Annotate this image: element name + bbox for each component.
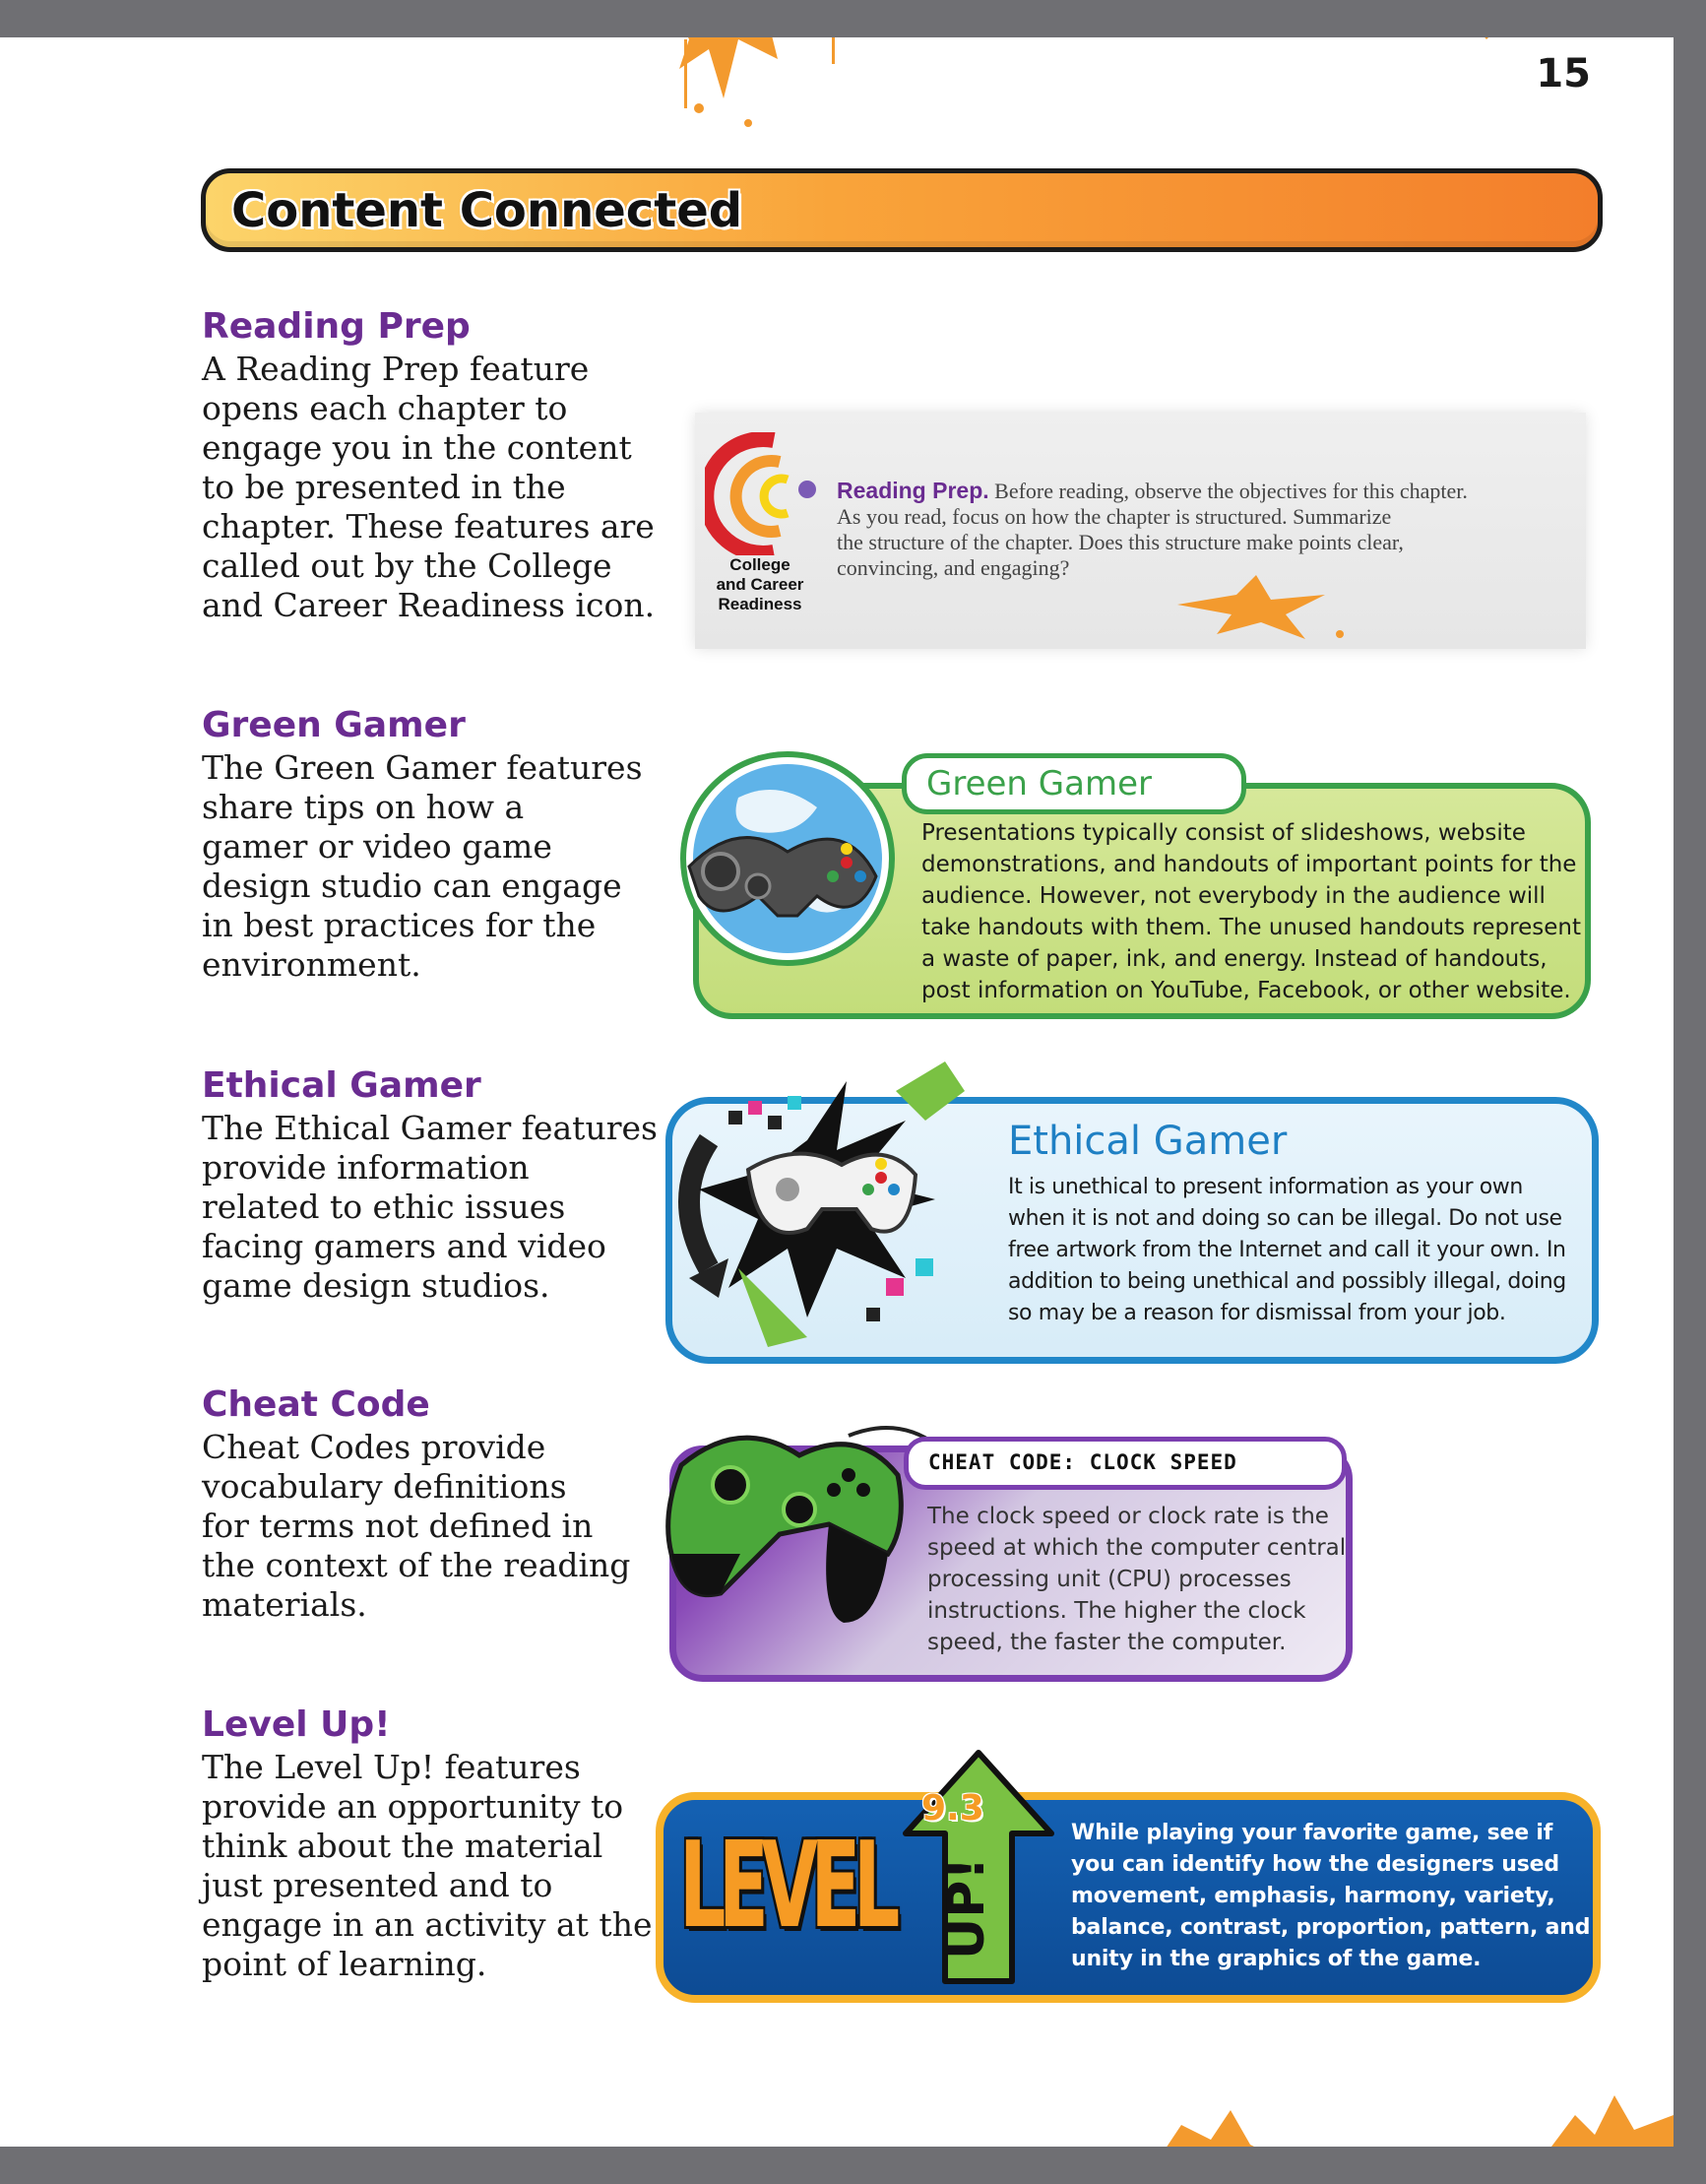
level-up-description: The Level Up! features provide an opportunity to think about the material just presented and to engage in an activity at the point of learning. [202, 1748, 653, 1983]
level-up-number: 9.3 [921, 1788, 984, 1829]
green-gamer-description: The Green Gamer features share tips on how a gamer or video game design studio can engage in best practices for the environment. [202, 748, 643, 984]
ethical-gamer-title: Ethical Gamer [202, 1065, 481, 1106]
cheat-code-title: Cheat Code [202, 1384, 430, 1425]
page [0, 37, 1674, 2147]
readiness-logo-label: College and Career Readiness [716, 555, 804, 613]
college-career-readiness-icon [705, 432, 823, 555]
green-gamer-title: Green Gamer [202, 705, 466, 745]
banner-title: Content Connected [231, 183, 743, 238]
page-number: 15 [1536, 51, 1591, 96]
cheat-code-sample-title: CHEAT CODE: CLOCK SPEED [928, 1450, 1237, 1474]
cheat-code-description: Cheat Codes provide vocabulary definitions for terms not defined in the context of the reading materials. [202, 1428, 631, 1624]
green-gamer-tab [902, 753, 1246, 814]
level-up-logo-up: UP! [937, 1856, 996, 1960]
paint-splat-bottom-icon [1122, 2086, 1674, 2147]
green-controller-icon [652, 1406, 937, 1633]
cheat-code-sample-text: The clock speed or clock rate is the speed at which the computer central processing unit (CPU) processes instructions. The higher the clock speed, the faster the computer. [927, 1504, 1347, 1655]
ethical-gamer-sample-title: Ethical Gamer [1008, 1119, 1288, 1164]
reading-prep-title: Reading Prep [202, 306, 471, 347]
cheat-code-tab [904, 1437, 1347, 1490]
level-up-logo-level: LEVEL [679, 1818, 893, 1955]
ethical-gamer-description: The Ethical Gamer features provide information related to ethic issues facing gamers and video game design studios. [202, 1109, 658, 1305]
level-up-title: Level Up! [202, 1704, 391, 1745]
green-gamer-sample-title: Green Gamer [926, 764, 1152, 803]
level-up-sample-text: While playing your favorite game, see if you can identify how the designers used movement, emphasis, harmony, variety, balance, contrast, proportion, pattern, and unity in the graphics of the game. [1071, 1821, 1591, 1971]
reading-prep-lead: Reading Prep. [837, 478, 989, 503]
reading-prep-sample [695, 413, 1586, 649]
ethical-gamer-sample-text: It is unethical to present information as your own when it is not and doing so can be illegal. Do not use free artwork from the Internet and call it your own. In addition to being unethical and possibly illegal, doing so may be a reason for dismissal from your job. [1008, 1175, 1566, 1325]
reading-prep-sample-text: Reading Prep. Before reading, observe the objectives for this chapter. As you read, focus on how the chapter is structured. Summarize the structure of the chapter. Does this structure make points clear, convincing, and engaging? [837, 478, 1468, 580]
paint-splat-top-icon [630, 37, 925, 158]
gamepad-globe-icon [650, 739, 896, 985]
reading-prep-description: A Reading Prep feature opens each chapter to engage you in the content to be presented in the chapter. These features are called out by the College and Career Readiness icon. [202, 350, 656, 624]
green-gamer-sample-text: Presentations typically consist of slideshows, website demonstrations, and handouts of important points for the audience. However, not everybody in the audience will take handouts with them. The unused handouts represent a waste of paper, ink, and energy. Instead of handouts, post information on YouTube, Facebook, or other website. [921, 820, 1581, 1003]
section-banner [201, 168, 1603, 252]
white-controller-splash-icon [650, 1061, 984, 1357]
paint-splat-icon [1177, 575, 1345, 644]
